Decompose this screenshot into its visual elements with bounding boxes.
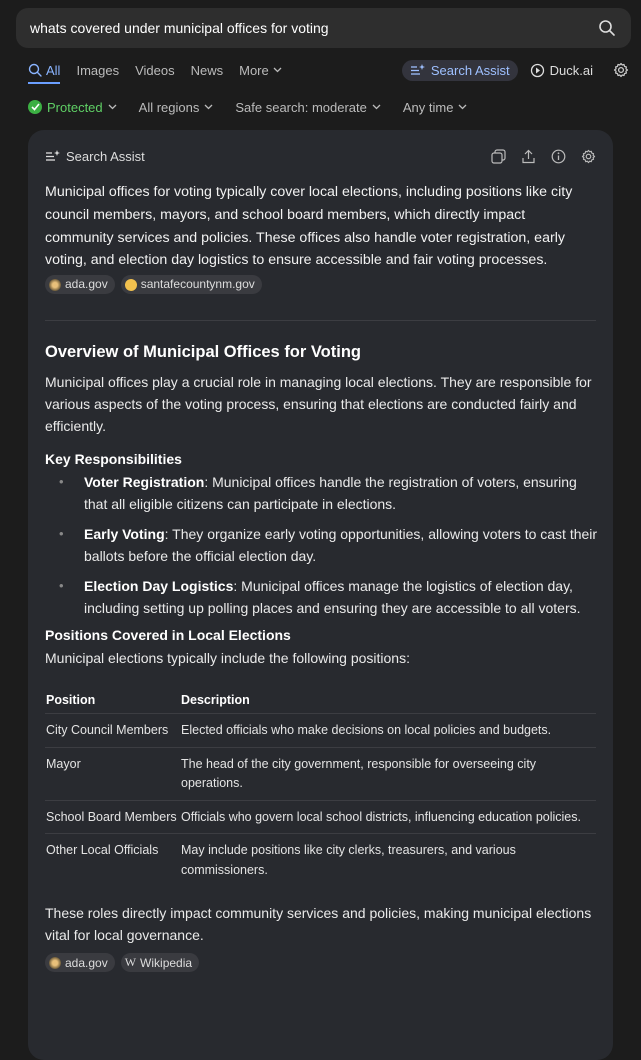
table-header: Description: [180, 683, 596, 714]
summary-sources: [45, 275, 595, 294]
card-title-label: Search Assist: [66, 148, 145, 164]
ada-favicon-icon: [49, 279, 61, 291]
table-row: [45, 800, 596, 834]
summary-text: Municipal offices for voting typically cover local elections, including positions like city council members, mayors, and school board members, which directly impact community services and policies. These offices also handle voter registration, early voting, and election day logistics to ensure accessible and fair voting processes.: [45, 184, 573, 269]
table-header-row: [45, 683, 596, 714]
duck-ai-icon: [530, 63, 545, 78]
table-cell: Mayor: [45, 747, 180, 800]
card-tools: [490, 148, 596, 164]
tab-all-label: All: [46, 62, 61, 78]
detail-content: [45, 343, 601, 972]
search-assist-label: Search Assist: [430, 62, 510, 78]
table-cell: School Board Members: [45, 800, 180, 834]
search-icon: [28, 63, 42, 77]
positions-table: [45, 683, 596, 886]
table-cell: City Council Members: [45, 714, 180, 748]
list-item-term: Election Day Logistics: [84, 577, 234, 594]
list-item-term: Early Voting: [84, 525, 165, 542]
search-input[interactable]: [30, 20, 597, 36]
nav-tabs: [28, 58, 629, 82]
positions-heading: Positions Covered in Local Elections: [45, 627, 291, 644]
table-cell: Other Local Officials: [46, 843, 159, 858]
list-item-text: : Municipal offices manage the logistics of election day, including setting up polling places and ensuring they are accessible to all voters.: [84, 577, 581, 617]
tab-more-label: More: [239, 62, 269, 78]
summary: [45, 181, 595, 294]
share-icon[interactable]: [520, 148, 536, 164]
source-label: ada.gov: [65, 277, 108, 292]
chevron-down-icon: [273, 67, 282, 73]
table-row: [45, 714, 596, 748]
overview-body: Municipal offices play a crucial role in managing local elections. They are responsible for various aspects of the voting process, ensuring that elections are conducted fairly and efficiently.: [45, 374, 592, 434]
closing-sources: [45, 953, 601, 972]
tab-all[interactable]: [28, 63, 60, 78]
chevron-down-icon: [458, 104, 467, 110]
gear-icon[interactable]: [580, 148, 596, 164]
chevron-down-icon: [204, 104, 213, 110]
protected-filter[interactable]: [28, 100, 117, 115]
info-icon[interactable]: [550, 148, 566, 164]
ada-favicon-icon: [49, 957, 61, 969]
chevron-down-icon: [372, 104, 381, 110]
tab-images[interactable]: Images: [76, 62, 120, 78]
source-chip[interactable]: [45, 953, 115, 972]
closing-text: These roles directly impact community services and policies, making municipal elections vital for local governance.: [45, 905, 592, 944]
source-label: Wikipedia: [140, 955, 193, 970]
region-label: All regions: [138, 99, 200, 115]
time-label: Any time: [402, 99, 454, 115]
santafe-favicon-icon: [125, 279, 137, 291]
divider: [45, 320, 596, 321]
tab-news[interactable]: News: [190, 62, 224, 78]
positions-intro: Municipal elections typically include the following positions:: [45, 650, 410, 667]
responsibilities-list: [45, 471, 601, 619]
filter-bar: [28, 96, 467, 118]
list-item: [45, 523, 601, 568]
search-icon[interactable]: [597, 18, 617, 38]
overview-heading: Overview of Municipal Offices for Voting: [45, 343, 361, 361]
region-filter[interactable]: [139, 100, 214, 115]
list-item: [45, 575, 601, 620]
tab-more[interactable]: [239, 63, 282, 78]
safe-search-label: Safe search: moderate: [235, 99, 367, 115]
list-item-term: Voter Registration: [84, 474, 205, 490]
table-cell: Officials who govern local school districts, influencing education policies.: [180, 800, 596, 834]
list-item-text: : Municipal offices handle the registration of voters, ensuring that all eligible citizens can participate in elections.: [84, 474, 577, 513]
chevron-down-icon: [108, 104, 117, 110]
source-chip[interactable]: [121, 953, 199, 972]
search-assist-button[interactable]: [402, 60, 518, 81]
tab-videos[interactable]: Videos: [135, 62, 175, 78]
table-row: [45, 834, 596, 887]
safe-search-filter[interactable]: [235, 100, 381, 115]
table-row: [45, 747, 596, 800]
key-responsibilities-heading: Key Responsibilities: [45, 451, 182, 467]
source-chip[interactable]: [45, 275, 115, 294]
source-label: ada.gov: [65, 955, 108, 970]
sparkle-list-icon: [45, 150, 61, 162]
protected-label: Protected: [47, 99, 103, 115]
card-title: [45, 149, 145, 164]
list-item: [45, 471, 601, 516]
wikipedia-icon: W: [124, 955, 137, 970]
duck-ai-button[interactable]: [530, 63, 593, 78]
source-chip[interactable]: [121, 275, 262, 294]
sparkle-list-icon: [410, 64, 426, 76]
card-header: [45, 147, 596, 165]
duck-ai-label: Duck.ai: [549, 62, 593, 78]
check-circle-icon: [28, 100, 42, 114]
source-label: santafecountynm.gov: [140, 277, 255, 292]
search-bar: [16, 8, 631, 48]
time-filter[interactable]: [403, 100, 468, 115]
copy-icon[interactable]: [490, 148, 506, 164]
list-item-text: : They organize early voting opportunities, allowing voters to cast their ballots before the official election day.: [84, 525, 598, 565]
search-assist-card: [28, 130, 613, 1060]
table-cell: The head of the city government, responsible for overseeing city operations.: [180, 747, 596, 800]
table-cell: May include positions like city clerks, treasurers, and various commissioners.: [181, 843, 516, 877]
table-cell: Elected officials who make decisions on local policies and budgets.: [180, 714, 596, 748]
gear-icon[interactable]: [613, 62, 629, 78]
table-header: Position: [45, 683, 180, 714]
